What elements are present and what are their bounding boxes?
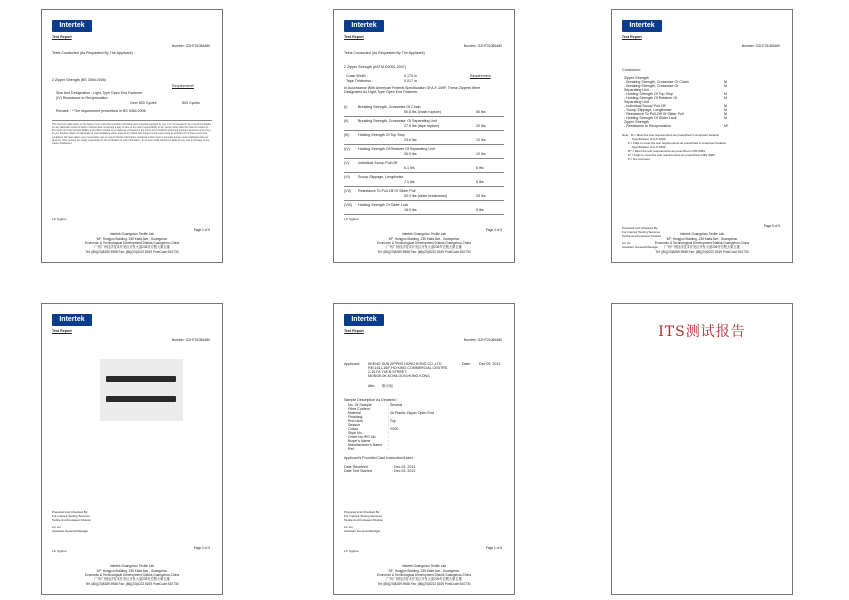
report-label: Test Report: [344, 329, 364, 333]
date-received: : Dec 03, 2013: [392, 465, 416, 469]
care-instruction: Applicant's Provided Care Instruction/Label :: [344, 456, 415, 460]
conclusion-note: Note : M = Meet the test requirements as prescribed in American Federal: [622, 133, 719, 137]
disclaimer: This report is made solely on the basis of your instructions and/or information and materials supplied by you. It is not intended to be a recommendation for any particular course of action. Intertek does not accept a duty of care or any other responsibility to any person other than the Client in respect of this report and only accepts liability to the Client insofar as is expressly contained in the terms and conditions governing Intertek's provision of services to you. Intertek makes no warranties or representations either express or implied with respect to this report save as provided for in those terms and conditions. We have taken every reasonable care to ensure that the information contained in this report is accurate but we must emphasise that you (and any other person) are solely responsible for the verification of such information. In no event shall Intertek be liable for any loss or damage of any nature whatsoever.: [52, 123, 212, 145]
page-number: Page 4 of 5: [485, 228, 502, 232]
conclusion-note: # = No comment.: [622, 157, 651, 161]
field-label: End uses: [348, 419, 363, 423]
test-item: (IV) Resistance to Reciprocation: [56, 96, 108, 100]
field-value: :: [388, 407, 389, 411]
conclusion-mark: M: [724, 80, 727, 84]
conclusion-note: M* = Meet the test requirements as prescribed in BS 3084: [622, 149, 705, 153]
lab-footer: Intertek Guangzhou Textile Lab 5/F, Hongjun Building, 235 Kaifa Ave., Guangzhou Economic & Technological Development District,Guangzhou,China 广州广州经济技术开发区开发大道235号宏骏大厦五楼 Tel: (86)(20)8289 5988 Fax: (86)(20)8222 8169 PostCode:510730: [84, 564, 180, 586]
applicant-label: Applicant:: [344, 362, 360, 366]
conclusion-item: Zipper Strength: [624, 76, 649, 80]
attn-name: 陈小姐: [382, 384, 393, 388]
field-value: :: [388, 431, 389, 435]
report-page-5: [333, 303, 515, 595]
signature-block: Prepared And Checked By: For Intertek Testing Services Textile And Footwear Division Lin Lin Assistant General Manager: [52, 510, 92, 533]
divider: [52, 120, 212, 121]
field-label: Buyer's Name: [348, 439, 371, 443]
field-value: :: [388, 447, 389, 451]
chain-width-value: 0.175 in: [404, 74, 417, 78]
table-row-result: 35.5 lbs: [404, 152, 417, 156]
table-row-divider: [344, 172, 504, 173]
requirement-header: Requirement: [470, 74, 491, 78]
page-number: Page 1 of 5: [193, 228, 210, 232]
conclusion-note: F = Fails to meet the test requirements as prescribed in American Federal: [622, 141, 726, 145]
table-row-divider: [344, 200, 504, 201]
field-value: : Top: [388, 419, 396, 423]
field-label: Ref.: [348, 447, 355, 451]
date-received-label: Date Received: [344, 465, 368, 469]
report-page-4: [41, 303, 223, 595]
field-label: Manufacturer's Name: [348, 443, 383, 447]
field-label: Order No./PO No.: [348, 435, 377, 439]
table-row-divider: [344, 116, 504, 117]
remark: Remark : * The requirement prescribed in BS 3084:2006: [56, 109, 146, 113]
conclusion-item: Separating Unit: [624, 88, 649, 92]
page-number: Page 1 of 5: [485, 546, 502, 550]
conclusion-mark: M: [724, 112, 727, 116]
field-value: :: [388, 439, 389, 443]
conclusion-mark: M: [724, 116, 727, 120]
tape-thickness-value: 0.017 in: [404, 79, 417, 83]
zipper-sample-photo: [100, 359, 183, 421]
table-row-divider: [344, 144, 504, 145]
conclusion-item: - Resistance To Pull-Off Of Slider Pull: [624, 112, 684, 116]
conclusion-item: - Breaking Strength, Crosswise Of Chain: [624, 80, 689, 84]
report-number: Number: GZHT01086480: [463, 338, 502, 342]
lab-footer: Intertek Guangzhou Textile Lab 5/F, Hongjun Building, 235 Kaifa Ave., Guangzhou Economic & Technological Development District,Guangzhou,China 广州广州经济技术开发区开发大道235号宏骏大厦五楼 Tel: (86)(20)8289 5988 Fax: (86)(20)8222 8169 PostCode:510730: [376, 232, 472, 254]
date-started-label: Date Test Started: [344, 469, 372, 473]
conclusion-mark: M: [724, 84, 727, 88]
signature-block: Prepared And Checked By: For Intertek Testing Services Textile And Footwear Division Lin Lin Assistant General Manager: [344, 510, 384, 533]
table-row-requirement: 10 lbs: [476, 152, 486, 156]
conclusion-mark: M: [724, 96, 727, 100]
report-cover-page: [611, 303, 793, 595]
table-row-result: 50.9 lbs (slider breakdown): [404, 194, 448, 198]
conclusion-note: Specification of A-F-109F: [622, 137, 666, 141]
table-row-number: (VIII): [344, 203, 352, 207]
conclusion-item: Zipper Strength: [624, 120, 649, 124]
conclusion-mark: M: [724, 92, 727, 96]
table-row-test: Breaking Strength, Crosswise Of Chain: [358, 105, 421, 109]
field-label: Finishing: [348, 415, 363, 419]
conclusion-mark: M: [724, 108, 727, 112]
table-row-number: (IV): [344, 147, 350, 151]
report-number: Number: GZHT01086480: [741, 44, 780, 48]
tests-conducted: Tests Conducted (As Requested By The Applicant): [52, 51, 133, 55]
report-number: Number: GZHT01086480: [463, 44, 502, 48]
tape-thickness-label: Tape Thickness :: [346, 79, 373, 83]
initials: LJ/ hyghou: [52, 549, 67, 554]
field-label: Colour: [348, 427, 359, 431]
table-row-requirement: 6 lbs: [476, 180, 484, 184]
zipper-icon: [106, 376, 176, 382]
table-row-number: (V): [344, 161, 349, 165]
field-label: Style No.: [348, 431, 363, 435]
field-label: Season: [348, 423, 361, 427]
test-result: Over 500 Cycles: [130, 101, 157, 105]
report-number: Number: GZHT01086480: [171, 44, 210, 48]
report-page-1: [41, 9, 223, 263]
initials: LJ/ hyghou: [344, 549, 359, 554]
table-row-test: Holding Strength Of Slider Lock: [358, 203, 409, 207]
conclusion-item: - Holding Strength Of Slider Lock: [624, 116, 677, 120]
table-row-requirement: 20 lbs: [476, 124, 486, 128]
attn-label: Attn:: [368, 384, 376, 388]
chain-width-label: Chain Width :: [346, 74, 368, 78]
field-value: :: [388, 435, 389, 439]
field-value: : Several: [388, 403, 403, 407]
table-row-divider: [344, 186, 504, 187]
table-row-result: 7.1 lbs: [404, 180, 415, 184]
test-requirement: 500 Cycles: [182, 101, 200, 105]
lab-footer: Intertek Guangzhou Textile Lab 5/F, Hongjun Building, 235 Kaifa Ave., Guangzhou Economic & Technological Development District,Guangzhou,China 广州广州经济技术开发区开发大道235号宏骏大厦五楼 Tel: (86)(20)8289 5988 Fax: (86)(20)8222 8169 PostCode:510730: [654, 232, 750, 254]
conclusion-note: Specification of A-F-109F: [622, 145, 666, 149]
table-row-requirement: 10 lbs: [476, 138, 486, 142]
zipper-icon: [106, 396, 176, 402]
table-row-requirement: 6 lbs: [476, 166, 484, 170]
table-row-requirement: 60 lbs: [476, 110, 486, 114]
cover-title: ITS测试报告: [658, 324, 746, 340]
section-title: 2 Zipper Strength (BS 3084:2006): [52, 78, 106, 82]
lab-footer: Intertek Guangzhou Textile Lab 5/F, Hongjun Building, 235 Kaifa Ave., Guangzhou Economic & Technological Development District,Guangzhou,China 广州广州经济技术开发区开发大道235号宏骏大厦五楼 Tel: (86)(20)8289 5988 Fax: (86)(20)8222 8169 PostCode:510730: [376, 564, 472, 586]
intertek-logo: Intertek: [622, 20, 662, 32]
conclusion-item: - Holding Strength Of Retainer Of: [624, 96, 678, 100]
table-row-number: (VI): [344, 175, 350, 179]
report-label: Test Report: [52, 329, 72, 333]
table-row-requirement: 25 lbs: [476, 194, 486, 198]
table-row-divider: [344, 130, 504, 131]
requirement-header: Requirement*: [172, 84, 194, 88]
intertek-logo: Intertek: [52, 20, 92, 32]
report-page-3: [611, 9, 793, 263]
signature-block: Prepared And Checked By: For Intertek Testing Services Textile And Footwear Division Lin Lin Assistant General Manager: [622, 226, 662, 249]
field-value: :: [388, 423, 389, 427]
conclusion-mark: M: [724, 104, 727, 108]
table-row-requirement: 5 lbs: [476, 208, 484, 212]
applicant-line: RM 1611,16/F,HO KING COMMERCIAL CENTRE,: [368, 366, 449, 370]
report-number: Number: GZHT01086480: [171, 338, 210, 342]
table-row-result: 50.8 lbs (chain rupture): [404, 110, 441, 114]
report-label: Test Report: [622, 35, 642, 39]
table-row-test: Resistance To Pull-Off Of Slider Pull: [358, 189, 416, 193]
field-value: : 3# Plastic Zipper Open End: [388, 411, 434, 415]
tests-conducted: Tests Conducted (As Requested By The Applicant): [344, 51, 425, 55]
conclusion-item: Separating Unit: [624, 100, 649, 104]
initials: LJ/ hyghou: [52, 217, 67, 222]
lab-footer: Intertek Guangzhou Textile Lab 5/F, Hongjun Building, 235 Kaifa Ave., Guangzhou Economic & Technological Development District,Guangzhou,China 广州广州经济技术开发区开发大道235号宏骏大厦五楼 Tel: (86)(20)8289 5988 Fax: (86)(20)8222 8169 PostCode:510730: [84, 232, 180, 254]
conclusion-title: Conclusion:: [622, 68, 641, 72]
section-title: 2 Zipper Strength (ASTM D2061-2007): [344, 65, 406, 69]
table-row-number: (VII): [344, 189, 351, 193]
intertek-logo: Intertek: [52, 314, 92, 326]
applicant-line: 2-16 FA YUEN STREET,: [368, 370, 408, 374]
field-label: No. Of Sample: [348, 403, 372, 407]
spec-intro: In Accordance With American Federal Specification Of A-F-109F, These Zippers Were Designated As Light-Type Open End Fastener.: [344, 86, 481, 95]
conclusion-note: F* = Fails to meet the test requirements as prescribed in BS 3084: [622, 153, 715, 157]
conclusion-item: - Resistance to Reciprocation: [624, 124, 671, 128]
table-row-result: 27.6 lbs (tape rupture): [404, 124, 440, 128]
designation-line: Size And Designation : Light-Type Open End Fastener: [56, 91, 143, 95]
field-label: Material: [348, 411, 361, 415]
conclusion-item: - Holding Strength Of Top Stop: [624, 92, 673, 96]
page-number: Page 5 of 5: [763, 224, 780, 228]
report-label: Test Report: [344, 35, 364, 39]
table-row-result: 6.1 lbs: [404, 166, 415, 170]
field-value: :: [388, 415, 389, 419]
intertek-logo: Intertek: [344, 20, 384, 32]
conclusion-mark: M*: [724, 124, 729, 128]
applicant-line: MONGKOK,KOWLOON,HONG KONG: [368, 374, 430, 378]
table-row-number: (III): [344, 133, 350, 137]
table-row-number: (I): [344, 105, 348, 109]
conclusion-item: - Scoop Slippage, Lengthwise: [624, 108, 672, 112]
report-page-2: [333, 9, 515, 263]
applicant-line: KEENG SUN ZIPPER HONG KONG CO.,LTD: [368, 362, 442, 366]
field-value: :: [388, 443, 389, 447]
initials: LJ/ hyghou: [344, 217, 359, 222]
table-row-divider: [344, 214, 504, 215]
table-row-test: Scoop Slippage, Lengthwise: [358, 175, 404, 179]
page-number: Page 2 of 5: [193, 546, 210, 550]
field-label: Fibre Content: [348, 407, 370, 411]
report-label: Test Report: [52, 35, 72, 39]
table-row-test: Breaking Strength, Crosswise, Of Separating Unit: [358, 119, 437, 123]
table-row-test: Holding Strength Of Retainer Of Separating Unit: [358, 147, 435, 151]
field-value: : Y500: [388, 427, 399, 431]
report-date: Dec 09, 2013: [479, 362, 501, 366]
conclusion-item: - Individual Scoop Pull-Off: [624, 104, 666, 108]
table-row-test: Holding Strength Of Top Stop: [358, 133, 405, 137]
table-row-result: 23.6 lbs: [404, 138, 417, 142]
date-label: Date:: [462, 362, 471, 366]
table-row-result: 18.5 lbs: [404, 208, 417, 212]
table-row-divider: [344, 158, 504, 159]
conclusion-item: - Breaking Strength, Crosswise Of: [624, 84, 679, 88]
intertek-logo: Intertek: [344, 314, 384, 326]
table-row-number: (II): [344, 119, 349, 123]
sample-description-title: Sample Description As Declared :: [344, 398, 398, 402]
date-started: : Dec 03, 2013: [392, 469, 416, 473]
table-row-test: Individual Scoop Pull-Off: [358, 161, 398, 165]
